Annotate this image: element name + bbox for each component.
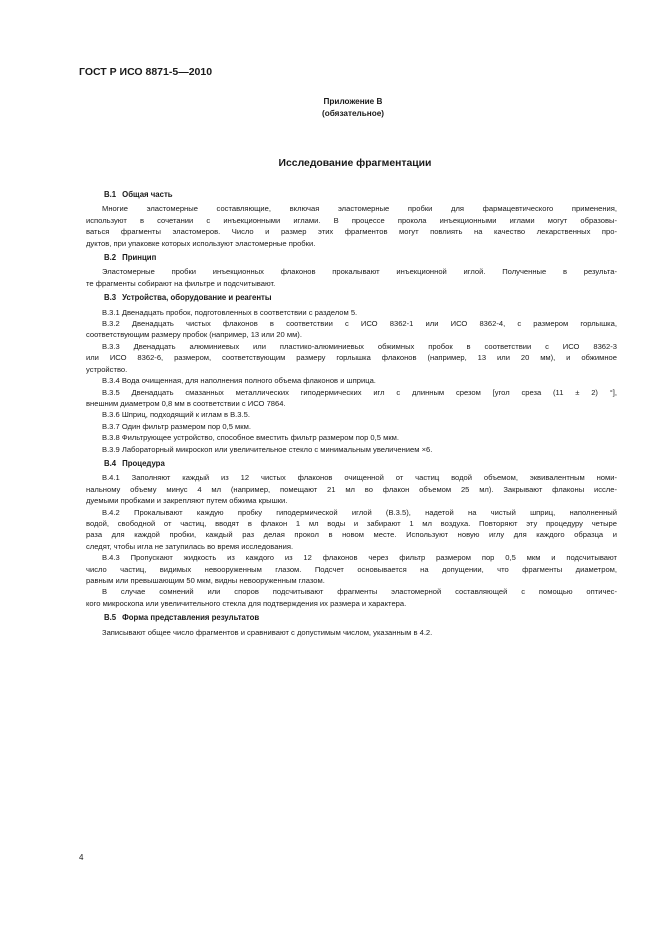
- paragraph: [86, 409, 617, 420]
- text-line: Эластомерные пробки инъекционных флаконов прокалывают инъекционной иглой. Полученные в результа-: [102, 267, 617, 277]
- paragraph: [86, 266, 617, 289]
- text-line: устройство.: [86, 364, 128, 374]
- section-heading: [104, 252, 617, 263]
- text-line: В.4.1 Заполняют каждый из 12 чистых флаконов очищенной от частиц водой объемом, эквивалентным номи-: [102, 473, 617, 483]
- text-line: В.3.3 Двенадцать алюминиевых или пластико-алюминиевых обжимных пробок в соответствии с ИСО 8362-3: [102, 341, 617, 351]
- text-line: В.4.2 Прокалывают каждую пробку гиподермической иглой (В.3.5), надетой на чистый шприц, наполненный: [102, 507, 617, 517]
- section-title: Форма представления результатов: [122, 613, 260, 623]
- section-title: Процедура: [122, 458, 165, 468]
- text-line: дуемыми пробками и закрепляют путем обжима крышки.: [86, 496, 288, 506]
- text-line: В.3.9 Лабораторный микроскоп или увеличительное стекло с минимальным увеличением ×6.: [102, 444, 433, 454]
- text-line: следят, чтобы игла не затупилась во время исследования.: [86, 541, 294, 551]
- section: [86, 458, 617, 609]
- paragraph: [86, 552, 617, 586]
- section-title: Принцип: [122, 253, 157, 263]
- section-number: В.2: [104, 253, 117, 263]
- appendix-title: Приложение В: [323, 97, 383, 106]
- text-line: В случае сомнений или споров подсчитывают фрагменты эластомерной составляющей с помощью оптичес-: [102, 587, 617, 597]
- text-line: В.3.6 Шприц, подходящий к иглам в В.3.5.: [102, 410, 250, 420]
- text-line: В.3.7 Один фильтр размером пор 0,5 мкм.: [102, 421, 251, 431]
- paragraph: [86, 387, 617, 410]
- text-line: водой, свободной от частиц, вводят в флакон 1 мл воды и забирают 1 мл воздуха. Повторяют эту процедуру четыре: [86, 518, 617, 528]
- section-title: Общая часть: [122, 190, 173, 199]
- section-heading: [104, 612, 617, 623]
- section-number: В.1: [104, 190, 117, 199]
- text-line: число частиц, видимых невооруженным глазом. Подсчет основывается на допущении, что фрагменты диаметром,: [86, 564, 617, 574]
- paragraph: [86, 627, 617, 638]
- text-line: соответствующим размеру пробок (например, 13 или 20 мм).: [86, 330, 302, 340]
- text-line: В.3.8 Фильтрующее устройство, способное вместить фильтр размером пор 0,5 мкм.: [102, 433, 399, 443]
- section-number: В.5: [104, 613, 117, 623]
- text-line: равным или превышающим 50 мкм, видны невооруженным глазом.: [86, 576, 325, 585]
- page-number: 4: [79, 853, 84, 862]
- section-title: Устройства, оборудование и реагенты: [122, 293, 272, 303]
- text-line: те фрагменты собирают на фильтре и подсчитывают.: [86, 278, 276, 288]
- paragraph: [86, 318, 617, 341]
- text-line: В.4.3 Пропускают жидкость из каждого из 12 флаконов через фильтр размером пор 0,5 мкм и подсчитывают: [102, 553, 617, 563]
- paragraph: [86, 307, 617, 318]
- section-heading: [104, 292, 617, 303]
- section: [86, 612, 617, 638]
- document-title: Исследование фрагментации: [278, 158, 432, 169]
- section-heading: [104, 189, 617, 200]
- paragraph: [86, 507, 617, 553]
- section: [86, 292, 617, 455]
- section: [86, 252, 617, 289]
- paragraph: [86, 472, 617, 506]
- text-line: ваться фрагменты эластомеров. Число и размер этих фрагментов могут повлиять на качество лекарственных про-: [86, 227, 617, 237]
- section-number: В.4: [104, 458, 117, 468]
- text-line: дуктов, при упаковке которых используют эластомерные пробки.: [86, 238, 316, 248]
- section: [86, 189, 617, 249]
- paragraph: [86, 432, 617, 443]
- document-body: [86, 186, 617, 638]
- paragraph: [86, 375, 617, 386]
- text-line: Записывают общее число фрагментов и сравнивают с допустимым числом, указанным в 4.2.: [102, 627, 433, 637]
- section-heading: [104, 458, 617, 469]
- text-line: или ИСО 8362-6, размером, соответствующим размеру горлышка флаконов (например, 13 или 20 мм), и обжимное: [86, 353, 617, 363]
- paragraph: [86, 421, 617, 432]
- text-line: В.3.2 Двенадцать чистых флаконов в соответствии с ИСО 8362-1 или ИСО 8362-4, с размером горлышка,: [102, 319, 617, 329]
- text-line: раза для каждой пробки, каждый раз делая прокол в новом месте. Используют новую иглу для каждого образца и: [86, 530, 617, 540]
- paragraph: [86, 586, 617, 609]
- section-number: В.3: [104, 293, 117, 303]
- text-line: Многие эластомерные составляющие, включая эластомерные пробки для фармацевтического применения,: [102, 204, 617, 214]
- text-line: используют в сочетании с инъекционными иглами. В процессе прокола инъекционными иглами могут образовы-: [86, 215, 617, 225]
- text-line: В.3.4 Вода очищенная, для наполнения полного объема флаконов и шприца.: [102, 376, 376, 386]
- paragraph: [86, 444, 617, 455]
- paragraph: [86, 341, 617, 375]
- text-line: внешним диаметром 0,8 мм в соответствии с ИСО 7864.: [86, 398, 286, 408]
- text-line: В.3.1 Двенадцать пробок, подготовленных в соответствии с разделом 5.: [102, 307, 358, 317]
- standard-code-header: ГОСТ Р ИСО 8871-5—2010: [79, 66, 213, 78]
- appendix-status: (обязательное): [322, 109, 384, 118]
- text-line: кого микроскопа или увеличительного стекла для подтверждения их размера и характера.: [86, 598, 407, 608]
- paragraph: [86, 203, 617, 249]
- text-line: В.3.5 Двенадцать смазанных металлических гиподермических игл с длинным срезом [угол среза (11 ± 2) °],: [102, 387, 617, 397]
- text-line: нальному объему минус 4 мл (например, помещают 21 мл во флакон объемом 25 мл). Закрывают флаконы иссле-: [86, 484, 617, 494]
